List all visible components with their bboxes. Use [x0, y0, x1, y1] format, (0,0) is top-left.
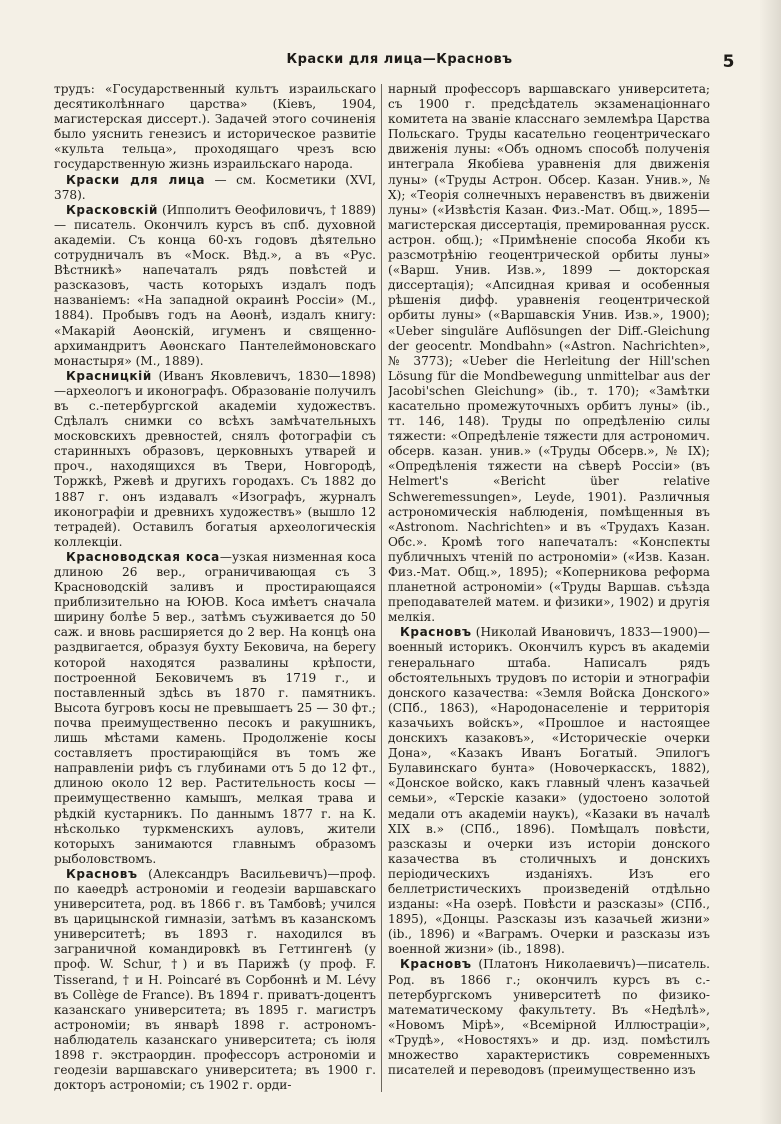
- entry-text: (Александръ Васильевичъ)—проф. по каѳедрѣ астрономіи и геодезіи варшавскаго университета, род. въ 1866 г. въ Тамбовѣ; учился въ царицынской гимназіи, затѣмъ въ казанскомъ университетѣ; въ 1893 г. находился въ заграничной командировкѣ въ Геттингенѣ (у проф. W. Schur, †) и въ Парижѣ (у проф. F. Tisserand, † и H. Poincaré въ Сорбоннѣ и M. Lévy въ Collège de France). Въ 1894 г. приватъ-доцентъ казанскаго университета; въ 1895 г. магистръ астрономіи; въ январѣ 1898 г. астрономъ-наблюдатель казанскаго университета; съ іюля 1898 г. экстраордин. профессоръ астрономіи и геодезіи варшавскаго университета; въ 1900 г. докторъ астрономіи; съ 1902 г. орди-: [54, 866, 376, 1093]
- entry-headword: Красницкій: [66, 368, 152, 383]
- entry-headword: Красновъ: [66, 866, 138, 881]
- continued-paragraph: нарный профессоръ варшавскаго университета; съ 1900 г. предсѣдатель экзаменаціоннаго комитета на званіе класснаго землемѣра Царства Польскаго. Труды касательно геоцентрическаго движенія луны: «Объ одномъ способѣ полученія интеграла Якобіева уравненія для движенія луны» («Труды Астрон. Обсер. Казан. Унив.», № X); «Теорія солнечныхъ неравенствъ въ движеніи луны» («Извѣстія Казан. Физ.-Мат. Общ.», 1895—магистерская диссертація, премированная русск. астрон. общ.); «Примѣненіе способа Якоби къ разсмотрѣнію геоцентрической орбиты луны» («Варш. Унив. Изв.», 1899 — докторская диссертація); «Апсидная кривая и особенныя рѣшенія дифф. уравненія геоцентрической орбиты луны» («Варшавскія Унив. Изв.», 1900); «Ueber singuläre Auflösungen der Diff.-Gleichung der geocentr. Mondbahn» («Astron. Nachrichten», № 3773); «Ueber die Herleitung der Hill'schen Lösung für die Mondbewegung unmittelbar aus der Jacobi'schen Gleichung» (ib., т. 170); «Замѣтки касательно промежуточныхъ орбитъ луны» (ib., тт. 146, 148). Труды по опредѣленію силы тяжести: «Опредѣленіе тяжести для астрономич. обсерв. казан. унив.» («Труды Обсерв.», № IX); «Опредѣленія тяжести на сѣверѣ Россіи» (въ Helmert's «Bericht über relative Schweremessungen», Leyde, 1901). Различныя астрономическія наблюденія, помѣщенныя въ «Astronom. Nachrichten» и въ «Трудахъ Казан. Обс.». Кромѣ того напечаталъ: «Конспекты публичныхъ чтеній по астрономіи» («Изв. Казан. Физ.-Мат. Общ.», 1895); «Коперникова реформа планетной астрономіи» («Труды Варшав. съѣзда преподавателей матем. и физики», 1902) и другія мелкія.: [388, 82, 710, 625]
- right-column: [388, 82, 710, 1097]
- entry-text: (Платонъ Николаевичъ)—писатель. Род. въ 1866 г.; окончилъ курсъ въ с.-петербургскомъ университетѣ по физико-математическому факультету. Въ «Недѣлѣ», «Новомъ Мірѣ», «Всемірной Иллюстраціи», «Трудѣ», «Новостяхъ» и др. изд. помѣстилъ множество характеристикъ современныхъ писателей и переводовъ (преимущественно изъ: [388, 957, 710, 1078]
- running-header: [60, 52, 739, 72]
- entry-text: (Ипполитъ Ѳеофиловичъ, † 1889) — писатель. Окончилъ курсъ въ спб. духовной академіи. Съ конца 60-хъ годовъ дѣятельно сотрудничалъ въ «Моск. Вѣд.», а въ «Рус. Вѣстникѣ» напечаталъ рядъ повѣстей и разсказовъ, часть которыхъ издалъ подъ названіемъ: «На западной окраинѣ Россіи» (М., 1884). Пробывъ годъ на Аѳонѣ, издалъ книгу: «Макарій Аѳонскій, игуменъ и священно-архимандритъ Аѳонскаго Пантелеймоновскаго монастыря» (М., 1889).: [54, 202, 376, 368]
- continued-paragraph: трудъ: «Государственный культъ израильскаго десятиколѣннаго царства» (Кіевъ, 1904, магистерская диссерт.). Задачей этого сочиненія было уяснить генезисъ и историческое развитіе «культа тельца», проходящаго чрезъ всю государственную жизнь израильскаго народа.: [54, 82, 376, 172]
- page-number: 5: [722, 52, 735, 72]
- entry-text: — см. Косметики (XVI, 378).: [54, 172, 376, 202]
- entry-text: (Николай Ивановичъ, 1833—1900)—военный историкъ. Окончилъ курсъ въ академіи генеральнаго штаба. Написалъ рядъ обстоятельныхъ трудовъ по исторіи и этнографіи донского казачества: «Земля Войска Донского» (СПб., 1863), «Народонаселеніе и территорія казачьихъ войскъ», «Прошлое и настоящее донскихъ казаковъ», «Историческіе очерки Дона», «Казакъ Иванъ Богатый. Эпилогъ Булавинскаго бунта» (Новочеркасскъ, 1882), «Донское войско, какъ главный членъ казачьей семьи», «Терскіе казаки» (удостоено золотой медали отъ академіи наукъ), «Казаки въ началѣ XIX в.» (СПб., 1896). Помѣщалъ повѣсти, разсказы и очерки изъ исторіи донского казачества въ столичныхъ и донскихъ періодическихъ изданіяхъ. Изъ его беллетристическихъ произведеній отдѣльно изданы: «На озерѣ. Повѣсти и разсказы» (СПб., 1895), «Донцы. Разсказы изъ казачьей жизни» (ib., 1896) и «Ваграмъ. Очерки и разсказы изъ военной жизни» (ib., 1898).: [388, 625, 710, 957]
- column-divider: [381, 84, 382, 1092]
- entry-krasnovodskaya-kosa: [54, 550, 376, 867]
- entry-krasnov-platon: [388, 957, 710, 1078]
- running-title: Краски для лица—Красновъ: [286, 52, 513, 67]
- entry-headword: Красковскій: [66, 202, 158, 217]
- entry-kraskovskiy: [54, 203, 376, 369]
- entry-headword: Красновъ: [400, 625, 472, 640]
- entry-krasnov-nikolay: [388, 625, 710, 957]
- entry-krasnitskiy: [54, 369, 376, 550]
- entry-kraski-dlya-litsa: [54, 173, 376, 203]
- page-edge-shadow: [759, 0, 781, 1124]
- entry-text: (Иванъ Яковлевичъ, 1830—1898)—археологъ и иконографъ. Образованіе получилъ въ с.-петербургской академіи художествъ. Сдѣлалъ снимки со всѣхъ замѣчательныхъ московскихъ древностей, снялъ фотографіи съ старинныхъ образовъ, церковныхъ утварей и проч., находящихся въ Твери, Новгородѣ, Торжкѣ, Ржевѣ и другихъ городахъ. Съ 1882 до 1887 г. онъ издавалъ «Изографъ, журналъ иконографіи и древнихъ художествъ» (вышло 12 тетрадей). Оставилъ богатыя археологическія коллекціи.: [54, 368, 376, 549]
- left-column: [54, 82, 376, 1097]
- entry-headword: Красноводская коса: [66, 549, 220, 564]
- entry-headword: Краски для лица: [66, 172, 206, 187]
- entry-text: —узкая низменная коса длиною 26 вер., ограничивающая съ З Красноводскій заливъ и простирающаяся приблизительно на ЮЮВ. Коса имѣетъ сначала ширину болѣе 5 вер., затѣмъ съуживается до 50 саж. и вновь расширяется до 2 вер. На концѣ она раздвигается, образуя бухту Бековича, на берегу которой находятся развалины крѣпости, построенной Бековичемъ въ 1719 г., и поставленный здѣсь въ 1870 г. памятникъ. Высота бугровъ косы не превышаетъ 25 — 30 фт.; почва преимущественно песокъ и ракушникъ, лишь мѣстами камень. Продолженіе косы составляетъ простирающійся въ томъ же направленіи рифъ съ глубинами отъ 5 до 12 фт., длиною около 12 вер. Растительность косы — преимущественно камышъ, мелкая трава и рѣдкій кустарникъ. По даннымъ 1877 г. на К. нѣсколько туркменскихъ ауловъ, жители которыхъ занимаются главнымъ образомъ рыболовствомъ.: [54, 549, 376, 866]
- entry-krasnov-aleksandr: [54, 867, 376, 1093]
- entry-headword: Красновъ: [400, 957, 472, 972]
